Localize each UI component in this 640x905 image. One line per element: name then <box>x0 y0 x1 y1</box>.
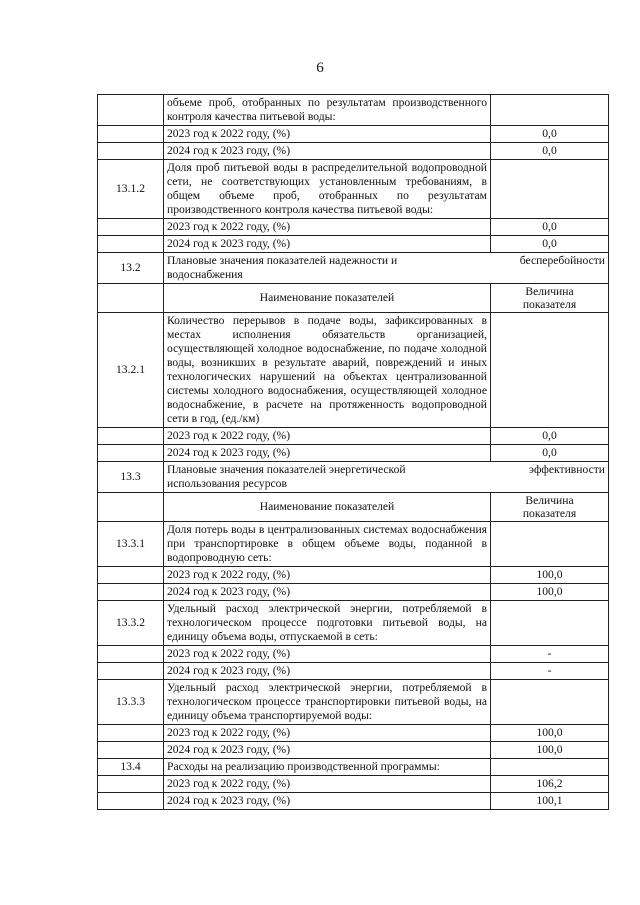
value-cell: 0,0 <box>491 445 609 462</box>
table-row <box>98 95 609 126</box>
value-cell: 100,1 <box>491 793 609 810</box>
value-cell: 0,0 <box>491 219 609 236</box>
section-number-cell <box>98 95 164 126</box>
table-row <box>98 462 609 493</box>
table-row <box>98 253 609 284</box>
table-row <box>98 584 609 601</box>
period-label: 2023 год к 2022 году, (%) <box>164 646 491 663</box>
indicator-text: Доля проб питьевой воды в распределительной водопроводной сети, не соответствующих установленным требованиям, в общем объеме проб, отобранных по результатам производственного контроля качества питьевой воды: <box>164 160 491 219</box>
table-row <box>98 725 609 742</box>
section-number: 13.2 <box>98 253 164 284</box>
value-cell <box>491 95 609 126</box>
indicator-text: Удельный расход электрической энергии, потребляемой в технологическом процессе подготовки питьевой воды, на единицу объема воды, отпускаемой в сеть: <box>164 601 491 646</box>
period-label: 2024 год к 2023 году, (%) <box>164 742 491 759</box>
table-row <box>98 236 609 253</box>
period-label: 2023 год к 2022 году, (%) <box>164 725 491 742</box>
column-header-name: Наименование показателей <box>164 284 491 313</box>
section-title: Плановые значения показателей энергетической эффективности использования ресурсов <box>164 462 609 493</box>
value-cell: 106,2 <box>491 776 609 793</box>
indicator-text: Расходы на реализацию производственной программы: <box>164 759 491 776</box>
indicator-text: Доля потерь воды в централизованных системах водоснабжения при транспортировке в общем объеме воды, поданной в водопроводную сеть: <box>164 522 491 567</box>
table-row <box>98 601 609 646</box>
table-row <box>98 567 609 584</box>
column-header-name: Наименование показателей <box>164 493 491 522</box>
section-number: 13.3.2 <box>98 601 164 646</box>
period-label: 2023 год к 2022 году, (%) <box>164 219 491 236</box>
column-header-value: Величина показателя <box>491 284 609 313</box>
period-label: 2024 год к 2023 году, (%) <box>164 445 491 462</box>
table-row <box>98 428 609 445</box>
period-label: 2024 год к 2023 году, (%) <box>164 584 491 601</box>
value-cell: 100,0 <box>491 567 609 584</box>
table-row <box>98 219 609 236</box>
table-header-row <box>98 284 609 313</box>
table-row <box>98 793 609 810</box>
period-label: 2024 год к 2023 году, (%) <box>164 143 491 160</box>
section-number: 13.1.2 <box>98 160 164 219</box>
section-number: 13.2.1 <box>98 313 164 428</box>
table-row <box>98 143 609 160</box>
section-number: 13.3 <box>98 462 164 493</box>
table-row <box>98 742 609 759</box>
value-cell: 100,0 <box>491 584 609 601</box>
section-number: 13.3.1 <box>98 522 164 567</box>
period-label: 2024 год к 2023 году, (%) <box>164 236 491 253</box>
value-cell: 100,0 <box>491 725 609 742</box>
table-row <box>98 776 609 793</box>
period-label: 2023 год к 2022 году, (%) <box>164 126 491 143</box>
section-number: 13.4 <box>98 759 164 776</box>
table-row <box>98 445 609 462</box>
indicator-text: объеме проб, отобранных по результатам производственного контроля качества питьевой воды: <box>164 95 491 126</box>
period-label: 2023 год к 2022 году, (%) <box>164 776 491 793</box>
period-label: 2023 год к 2022 году, (%) <box>164 428 491 445</box>
indicators-table <box>97 94 609 810</box>
table-row <box>98 126 609 143</box>
value-cell: 0,0 <box>491 143 609 160</box>
indicator-text: Удельный расход электрической энергии, потребляемой в технологическом процессе транспортировки питьевой воды, на единицу объема транспортируемой воды: <box>164 680 491 725</box>
value-cell: 0,0 <box>491 126 609 143</box>
value-cell: 0,0 <box>491 236 609 253</box>
table-row <box>98 759 609 776</box>
table-row <box>98 313 609 428</box>
period-label: 2024 год к 2023 году, (%) <box>164 663 491 680</box>
value-cell: - <box>491 663 609 680</box>
table-row <box>98 663 609 680</box>
table-row <box>98 522 609 567</box>
table-row <box>98 160 609 219</box>
table-row <box>98 646 609 663</box>
value-cell: - <box>491 646 609 663</box>
value-cell: 0,0 <box>491 428 609 445</box>
section-title: Плановые значения показателей надежности и бесперебойности водоснабжения <box>164 253 609 284</box>
table-row <box>98 680 609 725</box>
period-label: 2024 год к 2023 году, (%) <box>164 793 491 810</box>
period-label: 2023 год к 2022 году, (%) <box>164 567 491 584</box>
section-number: 13.3.3 <box>98 680 164 725</box>
column-header-value: Величина показателя <box>491 493 609 522</box>
table-header-row <box>98 493 609 522</box>
indicator-text: Количество перерывов в подаче воды, зафиксированных в местах исполнения обязательств организацией, осуществляющей холодное водоснабжение, по подаче холодной воды, возникших в результате аварий, повреждений и иных технологических нарушений на объектах централизованной системы холодного водоснабжения, осуществляющей холодное водоснабжение, в расчете на протяженность водопроводной сети в год, (ед./км) <box>164 313 491 428</box>
value-cell: 100,0 <box>491 742 609 759</box>
page-number: 6 <box>316 60 324 76</box>
